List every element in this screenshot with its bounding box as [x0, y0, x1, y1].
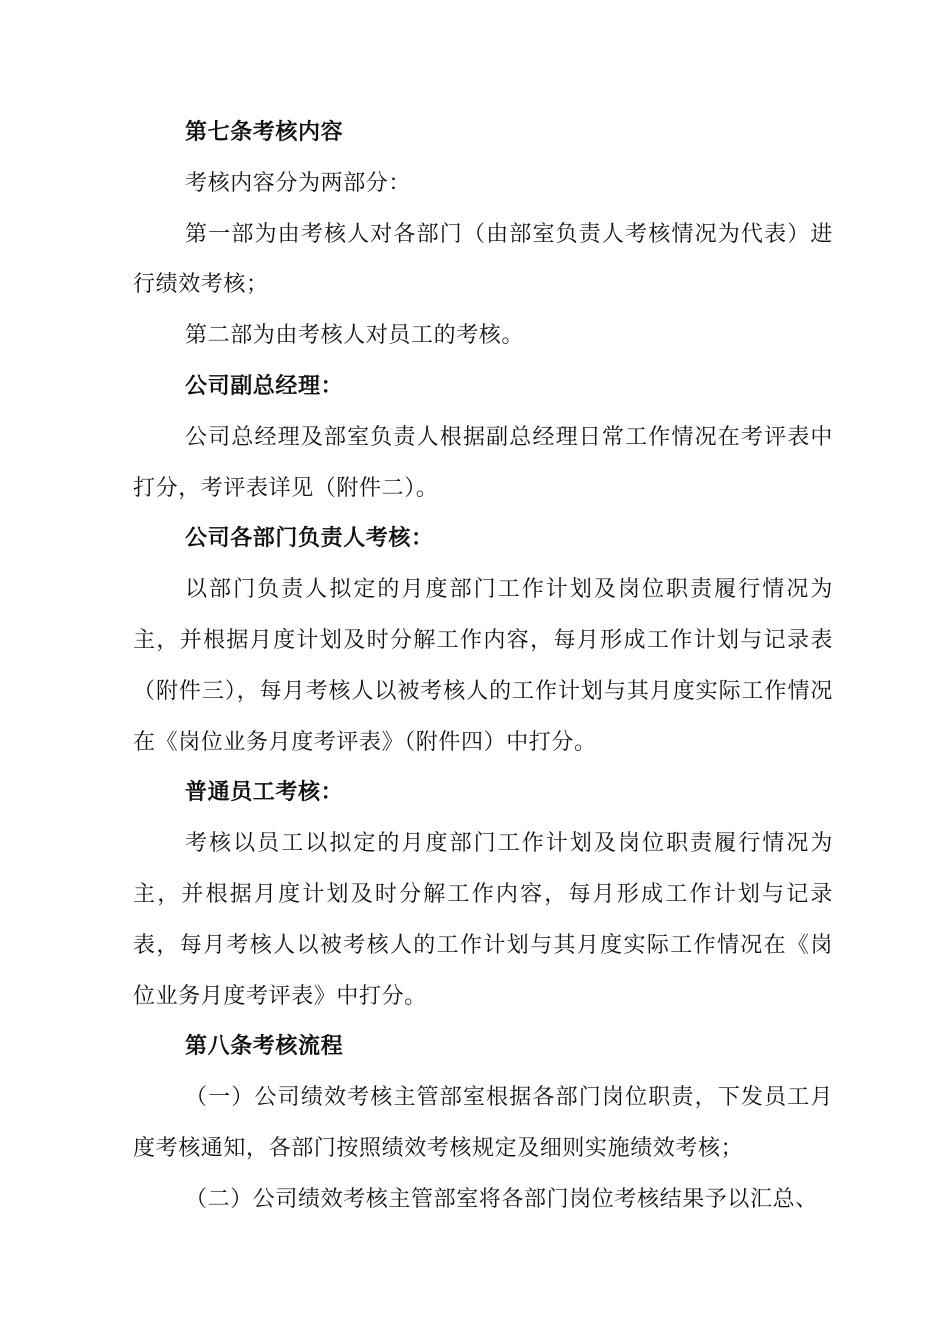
paragraph-process-step-1: （一）公司绩效考核主管部室根据各部门岗位职责，下发员工月度考核通知，各部门按照绩效考核规定及细则实施绩效考核； [133, 1085, 833, 1161]
paragraph-part-two: 第二部为由考核人对员工的考核。 [185, 323, 525, 349]
subheading-deputy-gm: 公司副总经理： [185, 373, 344, 399]
paragraph-process-step-2: （二）公司绩效考核主管部室将各部门岗位考核结果予以汇总、 [185, 1186, 818, 1212]
paragraph-deputy-gm: 公司总经理及部室负责人根据副总经理日常工作情况在考评表中打分，考评表详见（附件二）。 [133, 424, 833, 501]
paragraph-part-one: 第一部为由考核人对各部门（由部室负责人考核情况为代表）进行绩效考核； [133, 221, 833, 298]
section-heading-article-8: 第八条考核流程 [185, 1034, 344, 1060]
paragraph-regular-staff: 考核以员工以拟定的月度部门工作计划及岗位职责履行情况为主，并根据月度计划及时分解工作内容，每月形成工作计划与记录表，每月考核人以被考核人的工作计划与其月度实际工作情况在《岗位业务月度考评表》中打分。 [133, 831, 833, 1009]
subheading-regular-staff: 普通员工考核： [185, 780, 344, 806]
subheading-department-heads: 公司各部门负责人考核： [185, 526, 434, 552]
paragraph-intro: 考核内容分为两部分： [185, 170, 412, 196]
paragraph-department-heads: 以部门负责人拟定的月度部门工作计划及岗位职责履行情况为主，并根据月度计划及时分解工作内容，每月形成工作计划与记录表（附件三），每月考核人以被考核人的工作计划与其月度实际工作情况在《岗位业务月度考评表》（附件四）中打分。 [133, 577, 833, 755]
document-body [133, 108, 833, 1226]
section-heading-article-7: 第七条考核内容 [185, 120, 344, 145]
